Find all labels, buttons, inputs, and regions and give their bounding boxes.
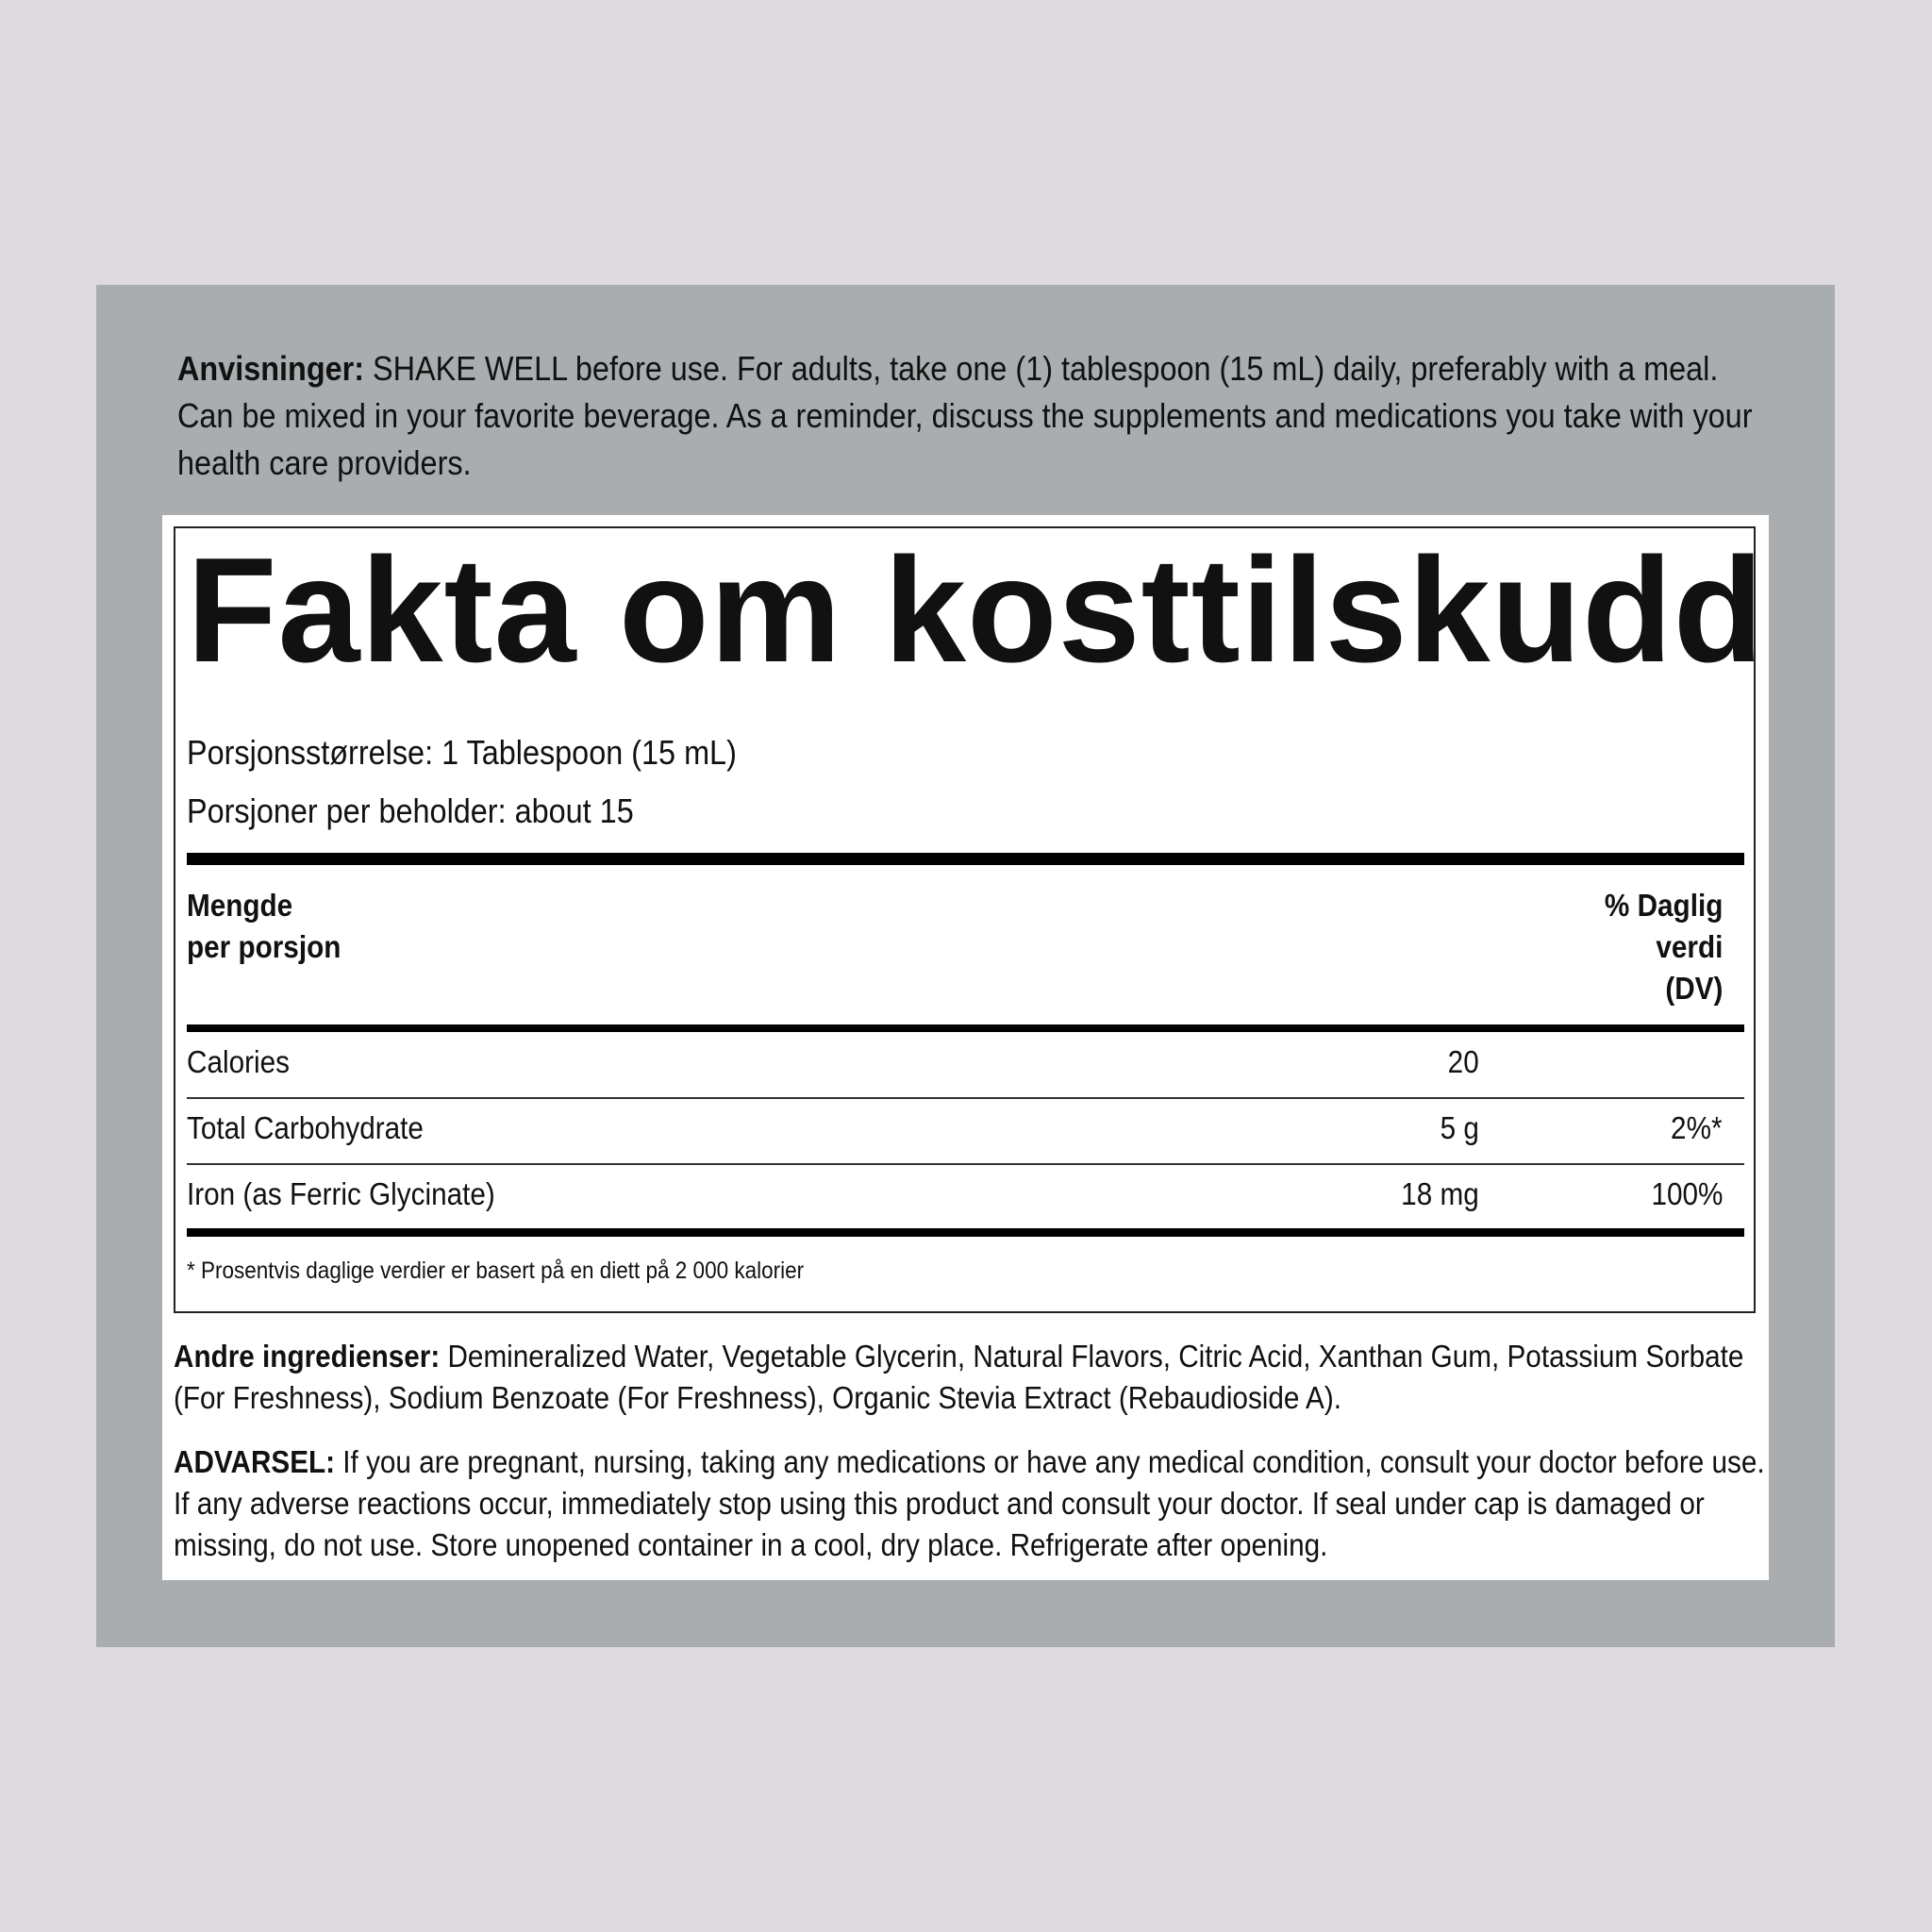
servings-per-container: Porsjoner per beholder: about 15 xyxy=(187,791,634,830)
row-name-calories: Calories xyxy=(187,1044,290,1079)
warning-label: ADVARSEL: xyxy=(174,1444,336,1479)
row-amount-carbohydrate: 5 g xyxy=(1440,1110,1479,1145)
dv-header-line2: verdi xyxy=(1656,929,1723,964)
dv-header-line3: (DV) xyxy=(1664,971,1723,1006)
directions-text xyxy=(177,345,1774,487)
daily-value-footnote: * Prosentvis daglige verdier er basert på en diett på 2 000 kalorier xyxy=(187,1257,805,1284)
row-dv-iron: 100% xyxy=(1651,1176,1723,1211)
row-amount-calories: 20 xyxy=(1447,1044,1479,1079)
warning xyxy=(174,1441,1787,1566)
serving-size: Porsjonsstørrelse: 1 Tablespoon (15 mL) xyxy=(187,733,737,772)
warning-text: If you are pregnant, nursing, taking any medications or have any medical condition, consult your doctor before use. If any adverse reactions occur, immediately stop using this product and consult your doctor. If seal under cap is damaged or missing, do not use. Store unopened container in a cool, dry place. Refrigerate after opening. xyxy=(174,1444,1765,1562)
row-divider xyxy=(187,1097,1744,1099)
row-dv-carbohydrate: 2%* xyxy=(1671,1110,1723,1145)
row-divider xyxy=(187,1163,1744,1165)
row-name-carbohydrate: Total Carbohydrate xyxy=(187,1110,424,1145)
dv-header-line1: % Daglig xyxy=(1604,888,1723,923)
thick-rule-top xyxy=(187,853,1744,865)
daily-value-header xyxy=(1605,885,1723,1009)
other-ingredients xyxy=(174,1336,1787,1419)
row-amount-iron: 18 mg xyxy=(1401,1176,1479,1211)
facts-title: Fakta om kosttilskudd xyxy=(187,527,1765,693)
amount-per-serving-header xyxy=(187,885,341,968)
other-ingredients-text: Demineralized Water, Vegetable Glycerin, Natural Flavors, Citric Acid, Xanthan Gum, Potassium Sorbate (For Freshness), Sodium Benzoate (For Freshness), Organic Stevia Extract (Rebaudioside A). xyxy=(174,1339,1744,1415)
thick-rule-middle xyxy=(187,1024,1744,1032)
other-ingredients-label: Andre ingredienser: xyxy=(174,1339,441,1374)
amount-header-line1: Mengde xyxy=(187,888,293,923)
amount-header-line2: per porsjon xyxy=(187,929,341,964)
directions-body: SHAKE WELL before use. For adults, take one (1) tablespoon (15 mL) daily, preferably with a meal. Can be mixed in your favorite beverage. As a reminder, discuss the supplements and medications you take with your health care providers. xyxy=(177,349,1753,482)
thick-rule-bottom xyxy=(187,1228,1744,1237)
row-name-iron: Iron (as Ferric Glycinate) xyxy=(187,1176,495,1211)
directions-label: Anvisninger: xyxy=(177,349,365,388)
